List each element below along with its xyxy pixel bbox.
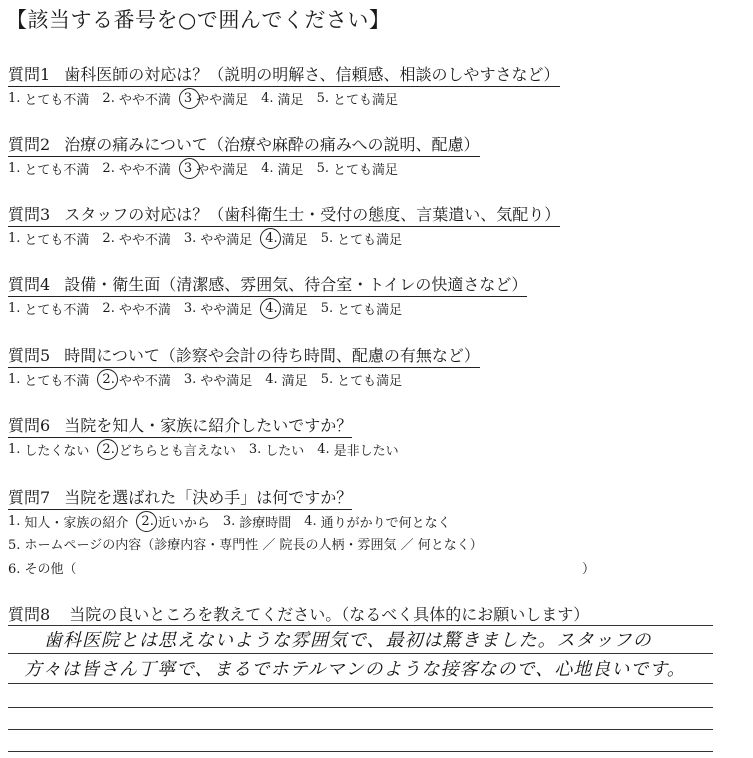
q2-option-1-number: 1. xyxy=(8,161,21,176)
q4-option-3-number: 3. xyxy=(183,301,197,316)
q2-option-3-label: やや満足 xyxy=(196,163,249,178)
q2-option-5[interactable] xyxy=(317,159,398,178)
q6-options xyxy=(8,440,412,459)
q4-heading xyxy=(8,272,527,297)
q7-option-3[interactable] xyxy=(223,512,291,531)
q7-options xyxy=(8,512,464,531)
q2-option-4[interactable] xyxy=(261,159,303,178)
q1-option-4-label: 満足 xyxy=(277,93,304,108)
q4-text: 設備・衛生面（清潔感、雰囲気、待合室・トイレの快適さなど） xyxy=(64,275,528,294)
q6-option-4-label: 是非したい xyxy=(333,444,399,459)
q5-option-3[interactable] xyxy=(184,370,252,389)
q7-option-4-label: 通りがかりで何となく xyxy=(320,516,451,531)
q3-option-1-number: 1. xyxy=(8,231,21,246)
q5-options xyxy=(8,370,415,389)
q3-option-2-label: やや不満 xyxy=(118,233,171,248)
q4-heading-underline xyxy=(8,272,527,297)
q5-option-3-label: やや満足 xyxy=(200,374,253,389)
q8-text: 当院の良いところを教えてください。（なるべく具体的にお願いします） xyxy=(69,605,590,624)
q3-option-4[interactable] xyxy=(265,229,307,248)
q6-option-2[interactable] xyxy=(102,440,235,459)
q4-options xyxy=(8,299,415,318)
q1-option-1[interactable] xyxy=(8,89,89,108)
q1-option-1-number: 1. xyxy=(8,91,21,106)
q2-option-4-label: 満足 xyxy=(277,163,304,178)
q4-option-4-number: 4. xyxy=(265,301,278,316)
q3-option-4-label: 満足 xyxy=(281,233,308,248)
q5-option-5-label: とても満足 xyxy=(337,374,403,389)
q3-option-3-number: 3. xyxy=(183,231,197,246)
q6-option-4-number: 4. xyxy=(317,442,330,457)
q1-option-3-number: 3 xyxy=(183,91,193,106)
q1-option-5-number: 5. xyxy=(316,91,329,106)
q8-answer-line xyxy=(8,653,713,654)
q6-option-2-number: 2. xyxy=(102,442,115,457)
q2-text: 治療の痛みについて（治療や麻酔の痛みへの説明、配慮） xyxy=(64,135,480,154)
q3-options xyxy=(8,229,415,248)
q6-option-1-label: したくない xyxy=(24,444,90,459)
q7-text: 当院を選ばれた「決め手」は何ですか？ xyxy=(64,488,353,507)
q1-heading xyxy=(8,62,560,87)
q2-option-3-number: 3 xyxy=(183,161,193,176)
q4-option-1-label: とても不満 xyxy=(24,303,90,318)
q2-option-5-label: とても満足 xyxy=(332,163,398,178)
q5-option-5-number: 5. xyxy=(320,372,334,387)
q2-heading xyxy=(8,132,480,157)
q6-option-1-number: 1. xyxy=(8,442,21,457)
q6-option-3-label: したい xyxy=(265,444,305,459)
q5-option-4-label: 満足 xyxy=(281,374,308,389)
q4-option-2-label: やや不満 xyxy=(118,303,171,318)
q3-label: 質問3 xyxy=(8,205,51,224)
q1-option-4[interactable] xyxy=(261,89,303,108)
q5-option-2[interactable] xyxy=(102,370,170,389)
q3-option-3-label: やや満足 xyxy=(200,233,253,248)
q1-text: 歯科医師の対応は？（説明の明解さ、信頼感、相談のしやすさなど） xyxy=(64,65,560,84)
q8-answer-line xyxy=(8,729,713,730)
q3-text: スタッフの対応は？（歯科衛生士・受付の態度、言葉遣い、気配り） xyxy=(64,205,561,224)
q4-option-2-number: 2. xyxy=(102,301,115,316)
q3-option-1[interactable] xyxy=(8,229,89,248)
q1-option-2-label: やや不満 xyxy=(118,93,171,108)
q4-option-1[interactable] xyxy=(8,299,89,318)
q2-option-1-label: とても不満 xyxy=(24,163,90,178)
q1-option-5[interactable] xyxy=(317,89,398,108)
q1-option-3[interactable] xyxy=(184,89,248,108)
q8-answer-line xyxy=(8,707,713,708)
q2-option-5-number: 5. xyxy=(316,161,329,176)
q2-options xyxy=(8,159,411,178)
q3-option-2-number: 2. xyxy=(102,231,115,246)
q5-option-1-label: とても不満 xyxy=(24,374,90,389)
q5-option-2-label: やや不満 xyxy=(118,374,171,389)
q7-option-2-label: 近いから xyxy=(157,516,210,531)
q8-answer-line1[interactable]: 歯科医院とは思えないような雰囲気で、最初は驚きました。スタッフの xyxy=(44,630,652,651)
q7-option-4-number: 4. xyxy=(304,514,317,529)
q4-option-2[interactable] xyxy=(102,299,170,318)
q4-option-4[interactable] xyxy=(265,299,307,318)
q7-option-6-close: ） xyxy=(582,562,596,577)
q6-heading-underline xyxy=(8,413,352,438)
q7-option-5[interactable] xyxy=(8,534,483,553)
q7-option-1[interactable] xyxy=(8,512,128,531)
q7-option-6-text: 6. その他（ xyxy=(8,562,77,577)
q2-option-1[interactable] xyxy=(8,159,89,178)
q3-option-3[interactable] xyxy=(184,229,252,248)
q4-option-5-label: とても満足 xyxy=(337,303,403,318)
q7-option-1-number: 1. xyxy=(8,514,21,529)
q7-heading xyxy=(8,485,352,510)
q1-option-2[interactable] xyxy=(102,89,170,108)
q5-option-4[interactable] xyxy=(265,370,307,389)
q7-heading-underline xyxy=(8,485,352,510)
q6-heading xyxy=(8,413,352,438)
page-title: 【該当する番号を○で囲んでください】 xyxy=(6,8,391,32)
q5-text: 時間について（診察や会計の待ち時間、配慮の有無など） xyxy=(64,346,480,365)
q5-option-1-number: 1. xyxy=(8,372,21,387)
q1-label: 質問1 xyxy=(8,65,51,84)
q2-heading-underline xyxy=(8,132,480,157)
q6-option-3[interactable] xyxy=(249,440,304,459)
q4-option-5[interactable] xyxy=(321,299,402,318)
q4-option-3-label: やや満足 xyxy=(200,303,253,318)
q5-heading xyxy=(8,343,480,368)
q1-option-1-label: とても不満 xyxy=(24,93,90,108)
q5-option-3-number: 3. xyxy=(183,372,197,387)
q1-option-3-label: やや満足 xyxy=(196,93,249,108)
q2-option-2-number: 2. xyxy=(102,161,115,176)
q5-option-5[interactable] xyxy=(321,370,402,389)
q6-option-1[interactable] xyxy=(8,440,89,459)
q8-label: 質問8 xyxy=(8,605,51,624)
q6-option-3-number: 3. xyxy=(248,442,262,457)
q3-option-5-label: とても満足 xyxy=(337,233,403,248)
q4-option-3[interactable] xyxy=(184,299,252,318)
q7-option-2[interactable] xyxy=(141,512,209,531)
q2-option-4-number: 4. xyxy=(261,161,274,176)
q3-option-2[interactable] xyxy=(102,229,170,248)
q8-answer-line xyxy=(8,751,713,752)
q7-option-5-text: 5. ホームページの内容（診療内容・専門性 ／ 院長の人柄・雰囲気 ／ 何となく） xyxy=(8,538,483,553)
q4-option-1-number: 1. xyxy=(8,301,21,316)
q7-label: 質問7 xyxy=(8,488,51,507)
q8-heading xyxy=(8,602,589,625)
q5-option-2-number: 2. xyxy=(102,372,115,387)
q3-option-1-label: とても不満 xyxy=(24,233,90,248)
q1-option-4-number: 4. xyxy=(261,91,274,106)
q3-option-5[interactable] xyxy=(321,229,402,248)
q5-option-4-number: 4. xyxy=(265,372,278,387)
q6-label: 質問6 xyxy=(8,416,51,435)
q4-option-5-number: 5. xyxy=(320,301,334,316)
q4-label: 質問4 xyxy=(8,275,51,294)
q7-option-2-number: 2. xyxy=(141,514,154,529)
q1-option-2-number: 2. xyxy=(102,91,115,106)
q7-option-3-number: 3. xyxy=(222,514,236,529)
q6-text: 当院を知人・家族に紹介したいですか？ xyxy=(64,416,353,435)
q3-option-5-number: 5. xyxy=(320,231,334,246)
q7-option-1-label: 知人・家族の紹介 xyxy=(24,516,129,531)
q2-option-2[interactable] xyxy=(102,159,170,178)
q3-heading-underline xyxy=(8,202,560,227)
q1-option-5-label: とても満足 xyxy=(332,93,398,108)
q5-label: 質問5 xyxy=(8,346,51,365)
q7-option-6[interactable] xyxy=(8,558,77,577)
q6-option-2-label: どちらとも言えない xyxy=(118,444,236,459)
q5-option-1[interactable] xyxy=(8,370,89,389)
q2-label: 質問2 xyxy=(8,135,51,154)
q8-answer-line2[interactable]: 方々は皆さん丁寧で、まるでホテルマンのような接客なので、心地良いです。 xyxy=(24,659,686,680)
q1-options xyxy=(8,89,411,108)
q7-option-4[interactable] xyxy=(304,512,450,531)
q5-heading-underline xyxy=(8,343,480,368)
q3-option-4-number: 4. xyxy=(265,231,278,246)
q8-answer-line xyxy=(8,683,713,684)
q2-option-3[interactable] xyxy=(184,159,248,178)
q4-option-4-label: 満足 xyxy=(281,303,308,318)
q3-heading xyxy=(8,202,560,227)
q7-option-3-label: 診療時間 xyxy=(239,516,292,531)
q2-option-2-label: やや不満 xyxy=(118,163,171,178)
q6-option-4[interactable] xyxy=(317,440,398,459)
q1-heading-underline xyxy=(8,62,560,87)
